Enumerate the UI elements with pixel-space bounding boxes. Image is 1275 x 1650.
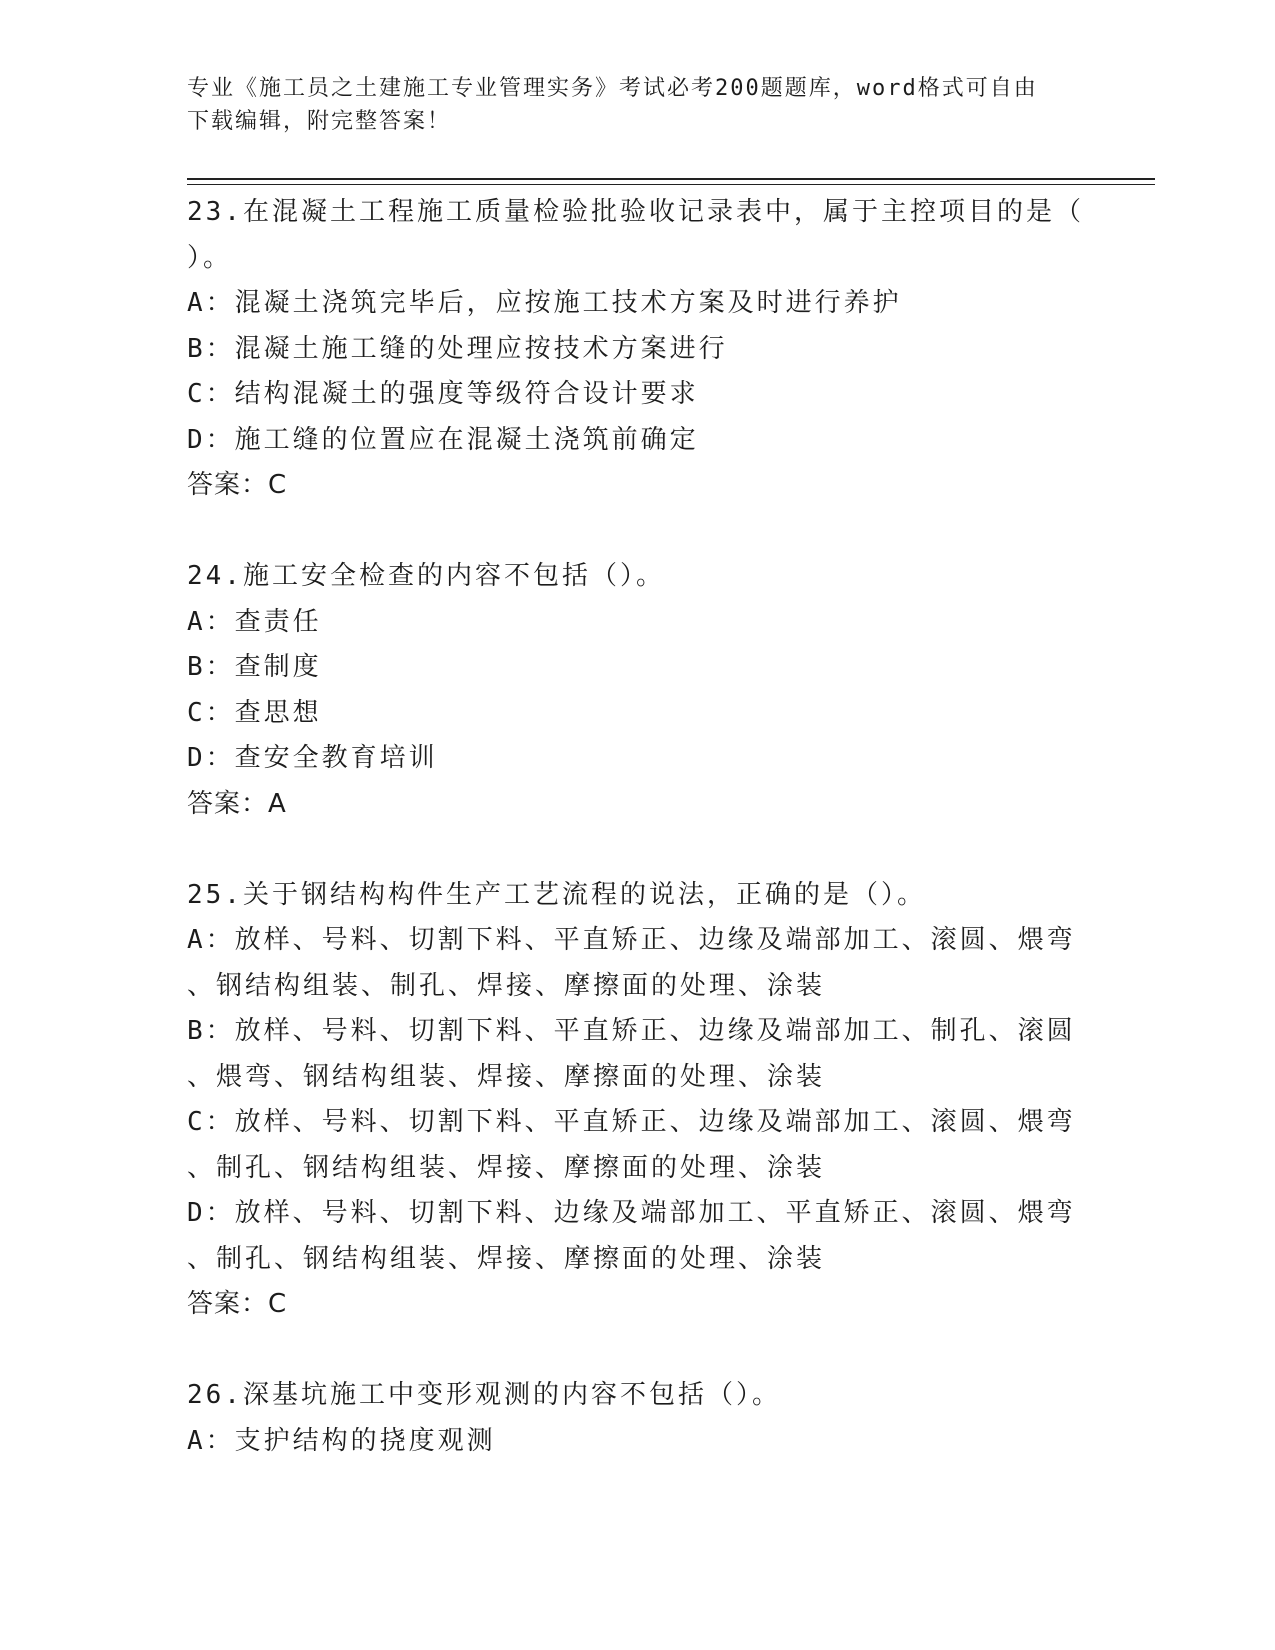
question-spacer [187,509,1087,555]
answer-option: A：查责任 [187,606,322,637]
question-stem: 25.关于钢结构构件生产工艺流程的说法，正确的是（）。 [187,879,926,910]
question-block [187,190,1087,509]
answer-option: 、制孔、钢结构组装、焊接、摩擦面的处理、涂装 [187,1152,826,1183]
header-divider-thin [187,184,1155,185]
answer-option: B：放样、号料、切割下料、平直矫正、边缘及端部加工、制孔、滚圆 [187,1016,1076,1046]
answer-option: A：支护结构的挠度观测 [187,1425,496,1456]
header-line-1: 专业《施工员之土建施工专业管理实务》考试必考200题题库，word格式可自由 [187,76,1038,101]
answer-option: 、钢结构组装、制孔、焊接、摩擦面的处理、涂装 [187,970,826,1001]
answer-key: 答案：C [187,1289,288,1319]
question-spacer [187,1328,1087,1374]
answer-option: D：施工缝的位置应在混凝土浇筑前确定 [187,424,699,455]
question-stem: 23.在混凝土工程施工质量检验批验收记录表中，属于主控项目的是（ [187,197,1084,227]
answer-option: C：查思想 [187,697,322,728]
answer-option: 、制孔、钢结构组装、焊接、摩擦面的处理、涂装 [187,1243,826,1274]
answer-option: B：查制度 [187,652,322,682]
question-list [187,190,1087,1464]
answer-key: 答案：A [187,788,287,819]
answer-option: C：放样、号料、切割下料、平直矫正、边缘及端部加工、滚圆、煨弯 [187,1107,1076,1137]
answer-option: C：结构混凝土的强度等级符合设计要求 [187,379,699,409]
answer-option: 、煨弯、钢结构组装、焊接、摩擦面的处理、涂装 [187,1061,826,1092]
question-block [187,554,1087,827]
question-stem: ）。 [187,242,233,273]
question-spacer [187,827,1087,873]
header-divider-thick [187,178,1155,180]
answer-option: A：放样、号料、切割下料、平直矫正、边缘及端部加工、滚圆、煨弯 [187,925,1076,955]
question-stem: 24.施工安全检查的内容不包括（）。 [187,561,665,591]
header-line-2: 下载编辑，附完整答案！ [187,109,452,134]
question-stem: 26.深基坑施工中变形观测的内容不包括（）。 [187,1380,781,1410]
question-block [187,873,1087,1328]
answer-option: D：放样、号料、切割下料、边缘及端部加工、平直矫正、滚圆、煨弯 [187,1198,1076,1228]
answer-key: 答案：C [187,470,288,500]
question-block [187,1373,1087,1464]
answer-option: B：混凝土施工缝的处理应按技术方案进行 [187,333,728,364]
answer-option: D：查安全教育培训 [187,743,438,773]
document-header [187,72,1077,138]
answer-option: A：混凝土浇筑完毕后，应按施工技术方案及时进行养护 [187,288,902,318]
